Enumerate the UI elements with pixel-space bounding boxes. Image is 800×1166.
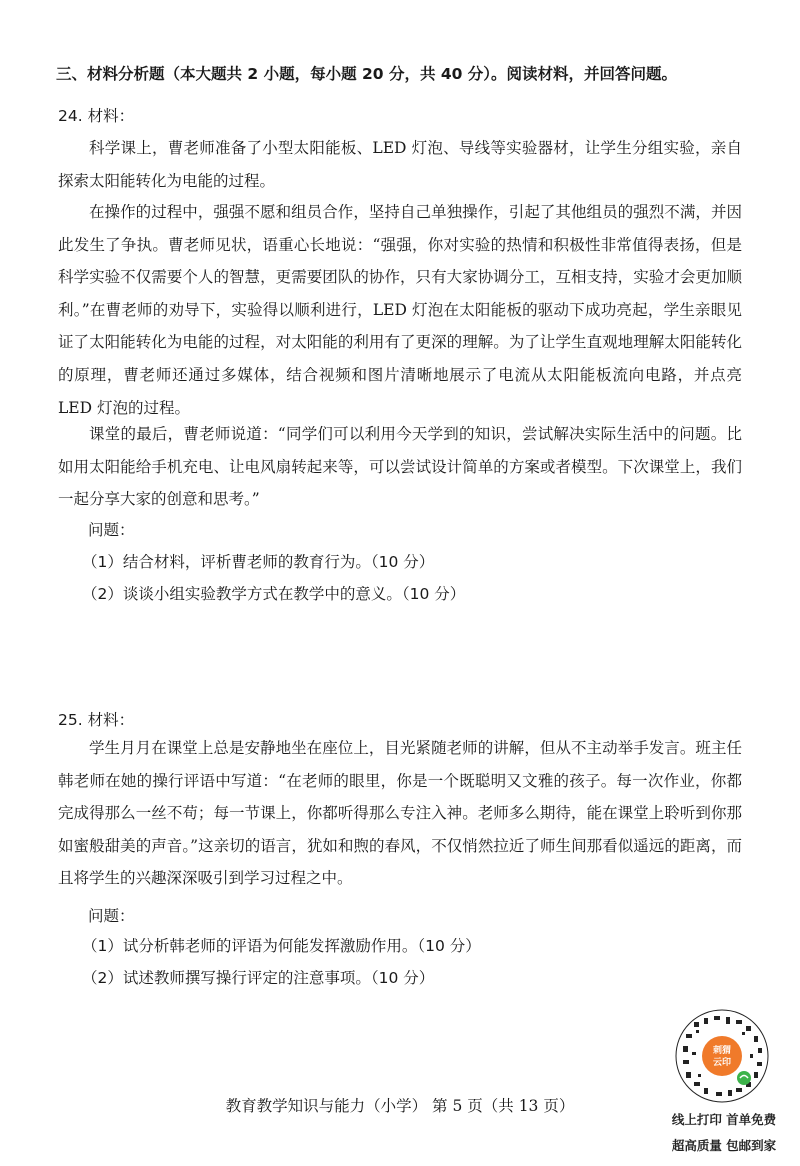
- q24-paragraph: 课堂的最后，曹老师说道：“同学们可以利用今天学到的知识，尝试解决实际生活中的问题。比如用太阳能给手机充电、让电风扇转起来等，可以尝试设计简单的方案或者模型。下次课堂上，我们一起分享大家的创意和思考。”: [58, 425, 742, 509]
- q25-label: 25. 材料：: [58, 711, 135, 729]
- page-footer: 教育教学知识与能力（小学） 第 5 页（共 13 页）: [225, 1097, 575, 1115]
- q25-paragraph: 学生月月在课堂上总是安静地坐在座位上，目光紧随老师的讲解，但从不主动举手发言。班主任韩老师在她的操行评语中写道：“在老师的眼里，你是一个既聪明又文雅的孩子。每一次作业，你都完成得那么一丝不苟；每一节课上，你都听得那么专注入神。老师多么期待，能在课堂上聆听到你那如蜜般甜美的声音。”这亲切的语言，犹如和煦的春风，不仅悄然拉近了师生间那看似遥远的距离，而且将学生的兴趣深深吸引到学习过程之中。: [58, 739, 742, 888]
- stamp-caption-line1: 线上打印 首单免费: [671, 1112, 777, 1127]
- q24-question-1: （1）结合材料，评析曹老师的教育行为。（10 分）: [82, 553, 435, 571]
- q24-paragraph: 在操作的过程中，强强不愿和组员合作，坚持自己单独操作，引起了其他组员的强烈不满，并因此发生了争执。曹老师见状，语重心长地说：“强强，你对实验的热情和积极性非常值得表扬，但是科学实验不仅需要个人的智慧，更需要团队的协作，只有大家协调分工，互相支持，实验才会更加顺利。”在曹老师的劝导下，实验得以顺利进行，LED 灯泡在太阳能板的驱动下成功亮起，学生亲眼见证了太阳能转化为电能的过程，对太阳能的利用有了更深的理解。为了让学生直观地理解太阳能转化的原理，曹老师还通过多媒体，结合视频和图片清晰地展示了电流从太阳能板流向电路，并点亮 LED 灯泡的过程。: [58, 203, 742, 417]
- qr-code-icon: [674, 1008, 770, 1104]
- q25-question-1: （1）试分析韩老师的评语为何能发挥激励作用。（10 分）: [82, 937, 481, 955]
- q25-questions-label: 问题：: [88, 907, 135, 925]
- svg-text:云印: 云印: [712, 1058, 732, 1068]
- q24-questions-label: 问题：: [88, 521, 135, 539]
- stamp-caption-line2: 超高质量 包邮到家: [671, 1138, 777, 1153]
- stamp-badge-text: 刺猬: [712, 1046, 732, 1056]
- q24-label: 24. 材料：: [58, 107, 135, 125]
- q24-question-2: （2）谈谈小组实验教学方式在教学中的意义。（10 分）: [82, 585, 466, 603]
- section-heading: 三、材料分析题（本大题共 2 小题，每小题 20 分，共 40 分）。阅读材料，并回答问题。: [56, 65, 678, 83]
- q25-question-2: （2）试述教师撰写操行评定的注意事项。（10 分）: [82, 969, 435, 987]
- q24-paragraph: 科学课上，曹老师准备了小型太阳能板、LED 灯泡、导线等实验器材，让学生分组实验，亲自探索太阳能转化为电能的过程。: [58, 139, 742, 190]
